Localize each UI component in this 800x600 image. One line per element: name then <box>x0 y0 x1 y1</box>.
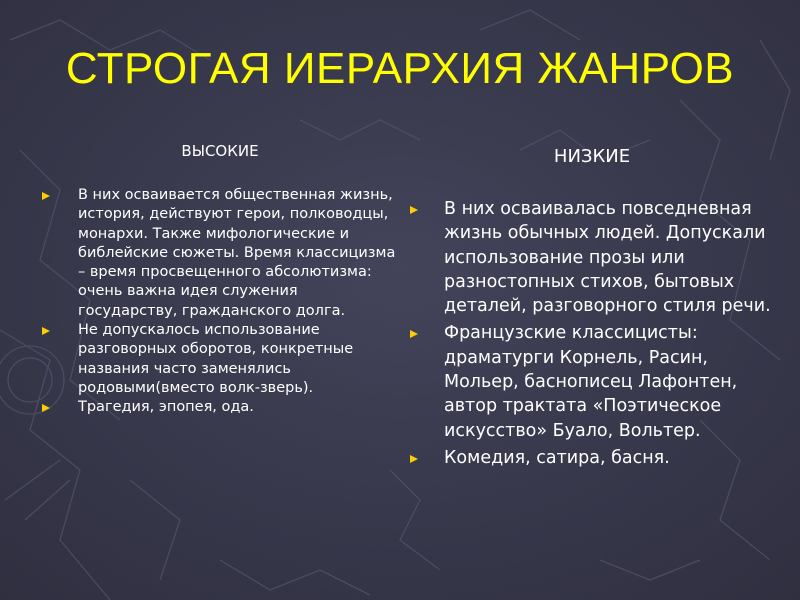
arrow-bullet-icon <box>42 404 50 412</box>
list-item-text: Не допускалось использование разговорных оборотов, конкретные названия часто заменялись родовыми(вместо волк-зверь). <box>78 322 354 396</box>
right-column-heading: НИЗКИЕ <box>553 146 631 167</box>
right-column-low-genres <box>408 146 776 470</box>
list-item <box>40 321 400 398</box>
list-item-text: Комедия, сатира, басня. <box>444 447 670 468</box>
list-item-text: В них осваивалась повседневная жизнь обычных людей. Допускали использование прозы или разностопных стихов, бытовых деталей, разговорного стиля речи. <box>444 199 771 317</box>
list-item <box>408 321 776 442</box>
left-column-high-genres <box>40 142 400 418</box>
list-item <box>408 197 776 318</box>
right-bullet-list <box>408 197 776 470</box>
list-item-text: Французские классицисты: драматурги Корнель, Расин, Мольер, баснописец Лафонтен, автор трактата «Поэтическое искусство» Буало, Вольтер. <box>444 323 738 441</box>
list-item-text: В них осваивается общественная жизнь, история, действуют герои, полководцы, монархи. Также мифологические и библейские сюжеты. Время классицизма – время просвещенного абсолютизма: очень важна идея служения государству, гражданского долга. <box>78 187 396 319</box>
arrow-bullet-icon <box>410 330 418 338</box>
arrow-bullet-icon <box>42 327 50 335</box>
slide-title: СТРОГАЯ ИЕРАРХИЯ ЖАНРОВ <box>65 44 735 93</box>
list-item-text: Трагедия, эпопея, ода. <box>78 399 254 416</box>
list-item <box>408 446 776 470</box>
arrow-bullet-icon <box>42 192 50 200</box>
left-column-heading: ВЫСОКИЕ <box>181 142 259 160</box>
arrow-bullet-icon <box>410 455 418 463</box>
list-item <box>40 398 400 417</box>
arrow-bullet-icon <box>410 206 418 214</box>
left-bullet-list <box>40 186 400 418</box>
list-item <box>40 186 400 321</box>
